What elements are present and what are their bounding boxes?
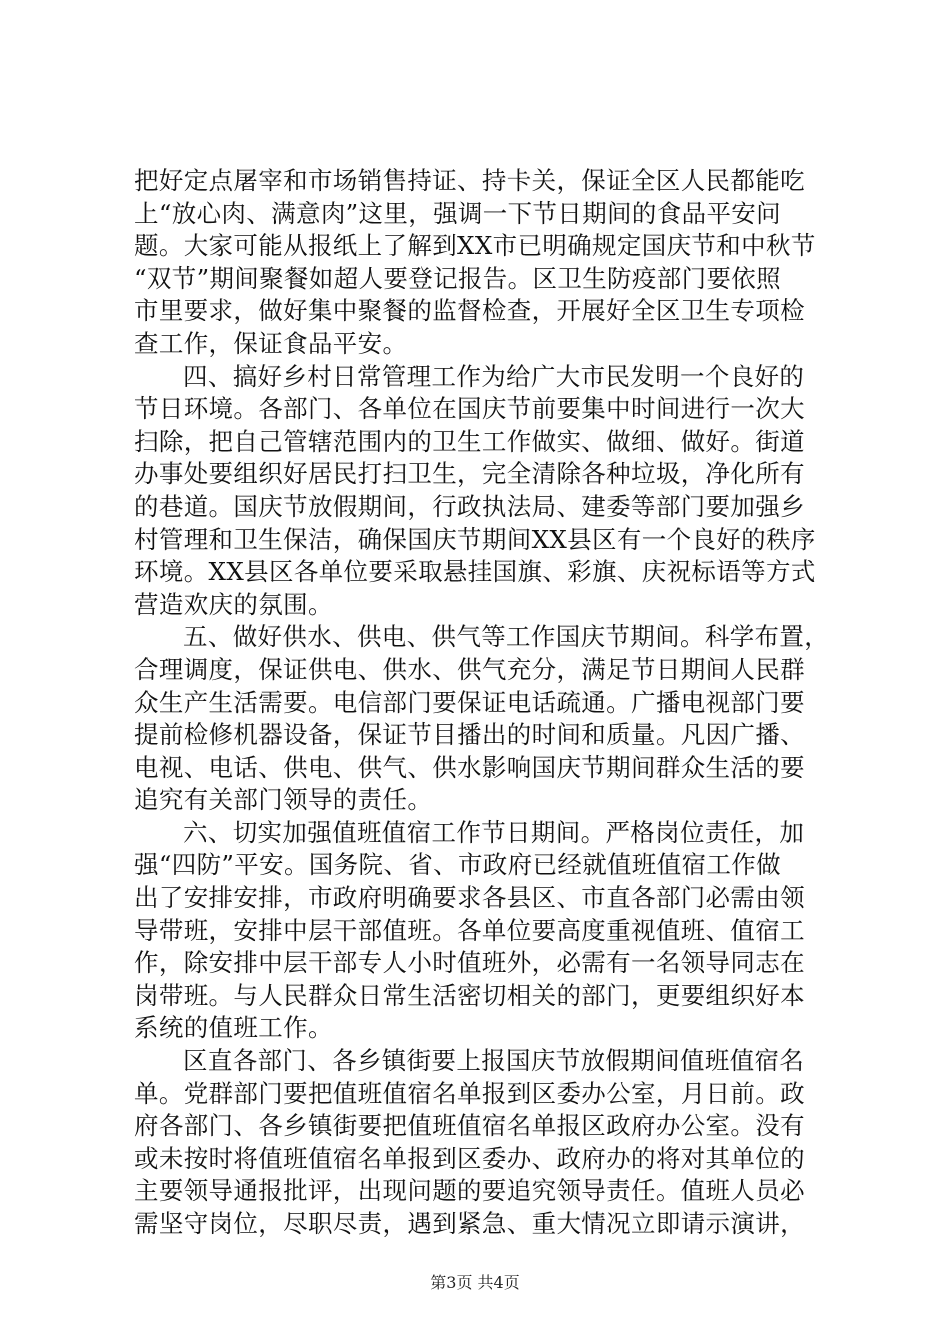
text-line: 强“四防”平安。国务院、省、市政府已经就值班值宿工作做	[134, 850, 781, 880]
text-line: 合理调度，保证供电、供水、供气充分，满足节日期间人民群	[134, 654, 805, 684]
text-line: 主要领导通报批评，出现问题的要追究领导责任。值班人员必	[134, 1176, 805, 1206]
text-line: 把好定点屠宰和市场销售持证、持卡关，保证全区人民都能吃	[134, 166, 805, 195]
text-line: 导带班，安排中层干部值班。各单位要高度重视值班、值宿工	[134, 915, 805, 945]
text-line: 节日环境。各部门、各单位在国庆节前要集中时间进行一次大	[134, 394, 805, 424]
text-line: 作，除安排中层干部专人小时值班外，必需有一名领导同志在	[134, 948, 805, 978]
text-line: 系统的值班工作。	[134, 1013, 333, 1043]
text-line: 或未按时将值班值宿名单报到区委办、政府办的将对其单位的	[134, 1143, 805, 1173]
text-line: “双节”期间聚餐如超人要登记报告。区卫生防疫部门要依照	[134, 263, 781, 293]
text-line: 扫除，把自己管辖范围内的卫生工作做实、做细、做好。街道	[134, 426, 805, 456]
text-line: 众生产生活需要。电信部门要保证电话疏通。广播电视部门要	[134, 687, 805, 717]
text-line: 上“放心肉、满意肉”这里，强调一下节日期间的食品平安问	[134, 198, 781, 228]
text-line: 查工作，保证食品平安。	[134, 328, 408, 358]
text-line: 市里要求，做好集中聚餐的监督检查，开展好全区卫生专项检	[134, 296, 805, 326]
text-line: 需坚守岗位，尽职尽责，遇到紧急、重大情况立即请示演讲，	[134, 1209, 805, 1238]
text-line: 追究有关部门领导的责任。	[134, 785, 433, 815]
text-line: 环境。XX县区各单位要采取悬挂国旗、彩旗、庆祝标语等方式	[134, 557, 816, 587]
text-line: 六、切实加强值班值宿工作节日期间。严格岗位责任，加	[183, 817, 805, 847]
text-line: 题。大家可能从报纸上了解到XX市已明确规定国庆节和中秋节	[134, 231, 816, 261]
text-line: 出了安排安排，市政府明确要求各县区、市直各部门必需由领	[134, 883, 805, 913]
text-line: 岗带班。与人民群众日常生活密切相关的部门，更要组织好本	[134, 980, 805, 1010]
text-line: 五、做好供水、供电、供气等工作国庆节期间。科学布置，	[183, 622, 830, 652]
text-line: 府各部门、各乡镇街要把值班值宿名单报区政府办公室。没有	[134, 1111, 805, 1141]
text-line: 四、搞好乡村日常管理工作为给广大市民发明一个良好的	[183, 361, 805, 391]
text-line: 提前检修机器设备，保证节目播出的时间和质量。凡因广播、	[134, 720, 805, 750]
document-body	[134, 165, 834, 1241]
text-line: 电视、电话、供电、供气、供水影响国庆节期间群众生活的要	[134, 752, 805, 782]
text-line: 区直各部门、各乡镇街要上报国庆节放假期间值班值宿名	[183, 1046, 805, 1076]
text-line: 营造欢庆的氛围。	[134, 589, 333, 619]
page-footer: 第3页 共4页	[430, 1273, 520, 1292]
text-line: 办事处要组织好居民打扫卫生，完全清除各种垃圾，净化所有	[134, 459, 805, 489]
text-line: 单。党群部门要把值班值宿名单报到区委办公室，月日前。政	[134, 1078, 805, 1108]
text-line: 村管理和卫生保洁，确保国庆节期间XX县区有一个良好的秩序	[134, 524, 816, 554]
text-line: 的巷道。国庆节放假期间，行政执法局、建委等部门要加强乡	[134, 491, 805, 521]
